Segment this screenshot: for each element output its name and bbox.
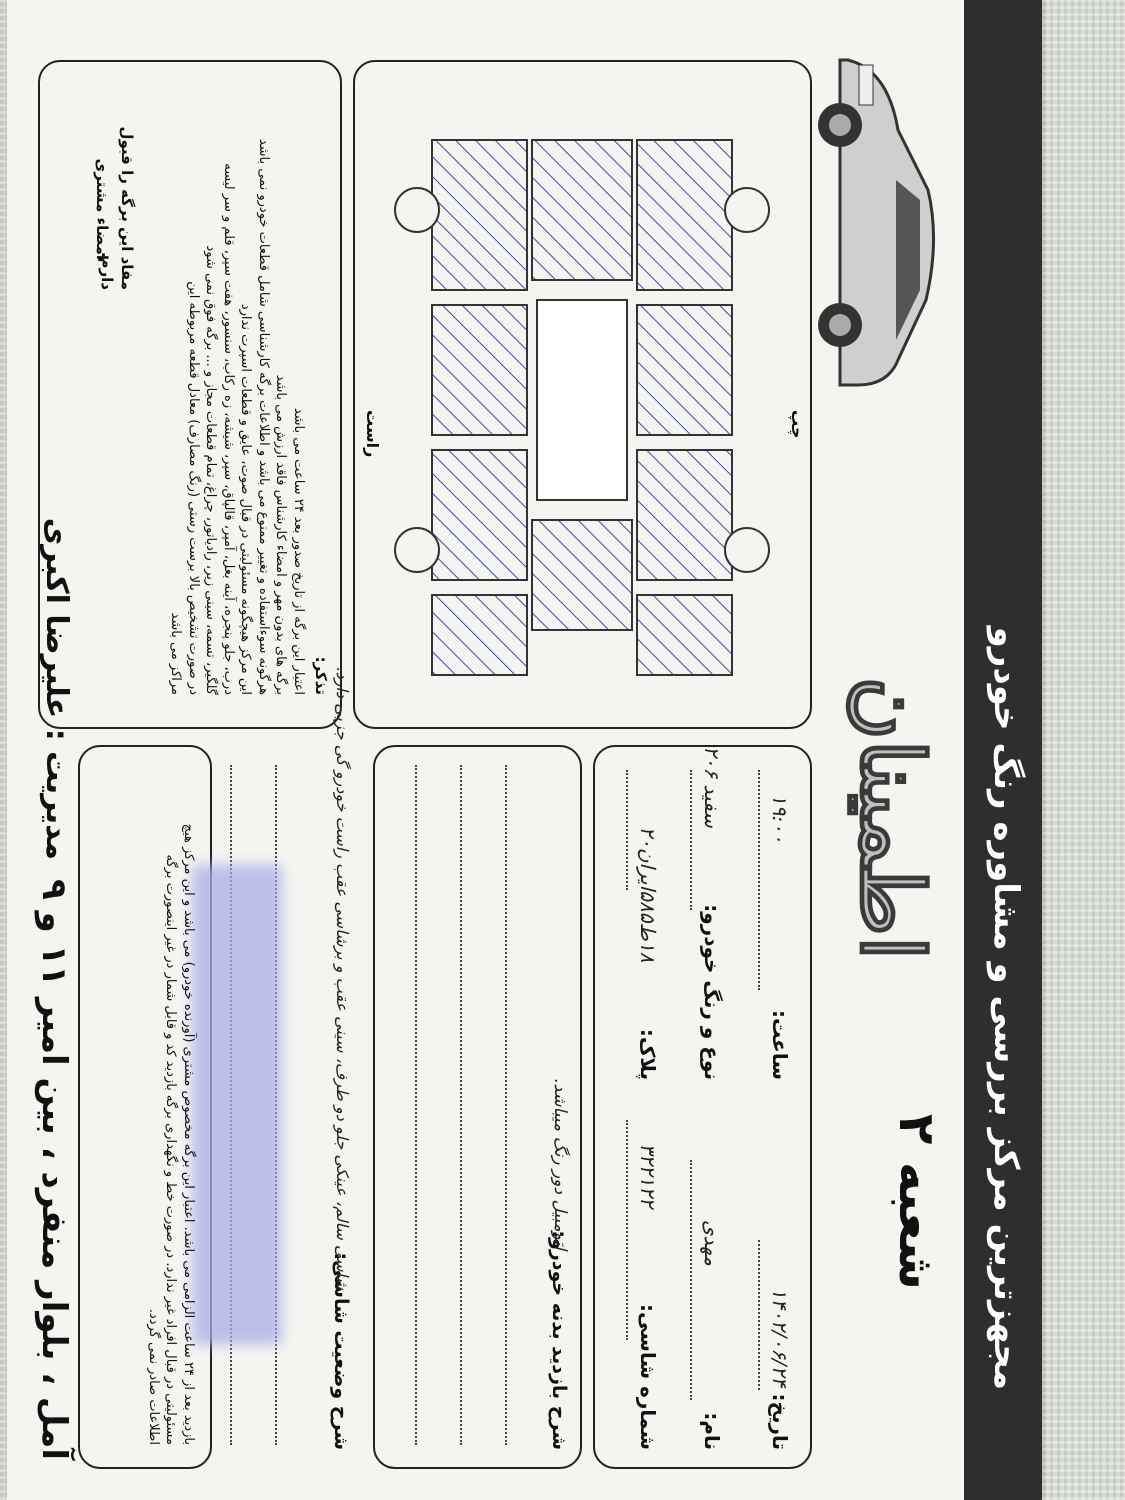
- chassis-section-value: شاسی سالم، عینکی جلو دو طرف، سینی عقب و برشاسی عقب راست خودرو گی جزیی دارد.: [333, 666, 352, 1290]
- disclaimer-text: بازدید بعد از ۲۴ ساعت الزامی می باشد. اعتبار این برگه مخصوص مشتری (آورنده خودرو) می باشد و این مرکز هیچ مسئولیتی در قبال افراد غیر ندارد. در صورت خط و نگهداری برگه بازدید کد و قابل شمار در غیر اینصورت برگه اطلاعات صادر نمی گردد.: [145, 823, 196, 1445]
- time-label: ساعت:: [768, 1009, 792, 1080]
- branch-label: شعبه ۲: [888, 1113, 946, 1290]
- car-type-dots: [690, 770, 692, 910]
- body-line-2: [460, 765, 462, 1445]
- note-item: این مرکز هیچگونه مسئولیتی در قبال صوت، عایق و قطعات اسپرت ندارد: [238, 303, 254, 695]
- footer-manager: مدیریت : علیرضا اکبری: [39, 517, 74, 860]
- chassis-dots: [626, 1120, 628, 1340]
- footer-address: آمل ، بلوار منفرد ، بین امیر ۱۱ و ۹: [34, 878, 74, 1460]
- plate-dots: [626, 770, 628, 890]
- redaction-blur: [192, 865, 282, 1345]
- panel-rear-right: [432, 595, 527, 675]
- name-label: نام:: [700, 1412, 724, 1450]
- header-banner: [964, 0, 1042, 1500]
- car-type-value: سفید ۲۰۶: [700, 745, 724, 828]
- panel-roof: [537, 300, 627, 500]
- car-type-label: نوع و رنگ خودرو:: [700, 904, 724, 1080]
- note-item: درب، جلو پنجره، آینه بغل، آمپر، قالپاق، سپر، شیشه، زه رکاب، سنسور، هفت سپر، قلم و سر لیسه: [220, 163, 236, 695]
- panel-door-rear-left: [637, 450, 732, 580]
- chassis-value: ۳۲۲۱۲۲: [636, 1143, 660, 1208]
- plate-value: ۱۸ط۵۸۵ایران۲۰: [636, 826, 660, 963]
- body-section-title: شرح بازدید بدنه خودرو:: [548, 1230, 570, 1450]
- panel-front-right: [432, 140, 527, 290]
- panel-hood: [532, 140, 632, 280]
- date-value: ۱۴۰۲/۰۶/۲۴: [768, 1287, 792, 1388]
- note-item: اعتبار این برگه از تاریخ صدور بعد ۲۴ ساعت می باشد: [291, 407, 306, 695]
- date-dots: [758, 1240, 760, 1390]
- panel-rear-left: [637, 595, 732, 675]
- note-item: گلگیر، تسمه، سینی زیر، رادیاتور، چراغ، تمام قطعات مجاز و ... برگه فوق نمی شود: [203, 245, 219, 695]
- diagram-label-left: چپ: [788, 410, 807, 439]
- time-value: ۱۹:۰۰: [768, 793, 792, 844]
- body-line-3: [415, 765, 417, 1445]
- chassis-section-title: شرح وضعیت شاسی:: [330, 1252, 352, 1450]
- note-item: هرگونه سوءاستفاده و تغییر ممنوع می باشد و اطلاعات برگه کارشناسی شامل قطعات خودرو نمی باشد: [255, 138, 271, 695]
- banner-title: مجهزترین مرکز بررسی و مشاوره رنگ خودرو: [986, 626, 1026, 1390]
- date-label: تاریخ:: [768, 1393, 792, 1450]
- notes-list: [167, 85, 307, 695]
- car-body-diagram: [372, 80, 792, 705]
- body-section-value: اتومبیل دور رنگ میباشد.: [550, 1078, 570, 1250]
- note-item: در صورت تشخیص بالا برست رستی (رنگ مصارف) معادل قطعه مربوطه این: [185, 281, 201, 695]
- brand-logo-text: اطمینان: [841, 676, 942, 960]
- panel-door-front-left: [637, 305, 732, 435]
- panel-trunk: [532, 520, 632, 630]
- note-item: مراکز می باشد: [168, 612, 184, 695]
- panel-door-front-right: [432, 305, 527, 435]
- panel-door-rear-right: [432, 450, 527, 580]
- panel-front-left: [637, 140, 732, 290]
- plate-label: پلاک:: [636, 1028, 660, 1080]
- inspection-sheet: [7, 0, 1042, 1500]
- car-image: [808, 40, 958, 400]
- body-line-1: [505, 765, 507, 1445]
- disclaimer-confirm: مفاد این برگه را قبول دارم.: [97, 126, 136, 290]
- name-value: مهدی: [700, 1219, 724, 1266]
- diagram-label-right: راست: [363, 410, 382, 458]
- chassis-label: شماره شاسی:: [636, 1304, 660, 1450]
- time-dots: [758, 770, 760, 990]
- customer-signature-label: امضاء مشتری: [93, 158, 111, 260]
- notes-title: تذکر:: [312, 656, 330, 695]
- note-item: برگه های بدون مهر و امضاء کارشناس فاقد ارزش می باشد: [273, 374, 289, 695]
- name-dots: [690, 1160, 692, 1400]
